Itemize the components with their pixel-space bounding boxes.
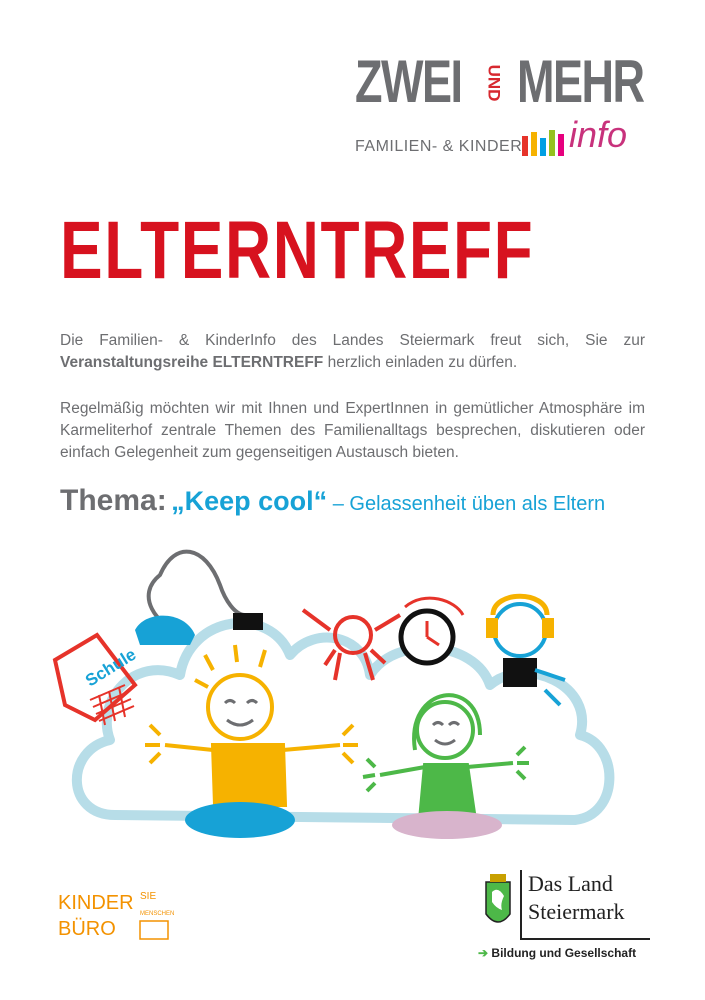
keep-cool-illustration <box>35 535 635 860</box>
topic-label: Thema: <box>60 484 167 517</box>
topic-subtitle: – Gelassenheit üben als Eltern <box>327 493 606 515</box>
topic-title: „Keep cool“ <box>171 486 328 516</box>
steiermark-frame <box>520 870 650 940</box>
svg-text:Schule: Schule <box>82 644 140 691</box>
logo-info: info <box>569 114 628 155</box>
svg-text:SIE: SIE <box>140 891 157 902</box>
intro-text-end: herzlich einladen zu dürfen. <box>323 354 518 371</box>
coat-of-arms-icon <box>478 874 518 934</box>
steiermark-line1: Das Land <box>528 871 613 896</box>
svg-text:MENSCHEN: MENSCHEN <box>140 911 175 917</box>
svg-text:BÜRO: BÜRO <box>58 918 116 940</box>
steiermark-tagline <box>478 946 636 960</box>
logo-und <box>475 56 511 110</box>
zwei-und-mehr-logo <box>355 48 655 172</box>
intro-text: Die Familien- & KinderInfo des Landes Steiermark freut sich, Sie zur <box>60 332 645 349</box>
vacuum-cleaner-icon <box>135 552 263 645</box>
meditating-child-green <box>363 695 529 820</box>
page-title: ELTERNTREFF <box>60 205 535 296</box>
logo-mehr: MEHR <box>517 48 644 115</box>
arrow-icon: ➔ <box>478 946 489 960</box>
topic-line <box>60 484 605 518</box>
logo-zwei: ZWEI <box>355 48 462 115</box>
description-paragraph: Regelmäßig möchten wir mit Ihnen und ExpertInnen in gemütlicher Atmosphäre im Karmeliterhof zentrale Themen des Familienalltags besprechen, diskutieren oder einfach Gelegenheit zum gegenseitigen Austausch bieten. <box>60 400 645 461</box>
intro-paragraph <box>60 330 645 374</box>
tagline-text: Bildung und Gesellschaft <box>491 946 637 960</box>
svg-text:UND: UND <box>484 64 504 102</box>
kinderbuero-logo <box>58 885 178 945</box>
steiermark-logo <box>478 870 653 970</box>
steiermark-line2: Steiermark <box>528 899 625 924</box>
teen-with-headphones <box>488 596 565 705</box>
colored-bars-icon <box>522 130 568 156</box>
logo-subline: FAMILIEN- & KINDER <box>355 138 523 155</box>
intro-bold: Veranstaltungsreihe ELTERNTREFF <box>60 354 324 371</box>
svg-text:KINDER: KINDER <box>58 892 134 914</box>
